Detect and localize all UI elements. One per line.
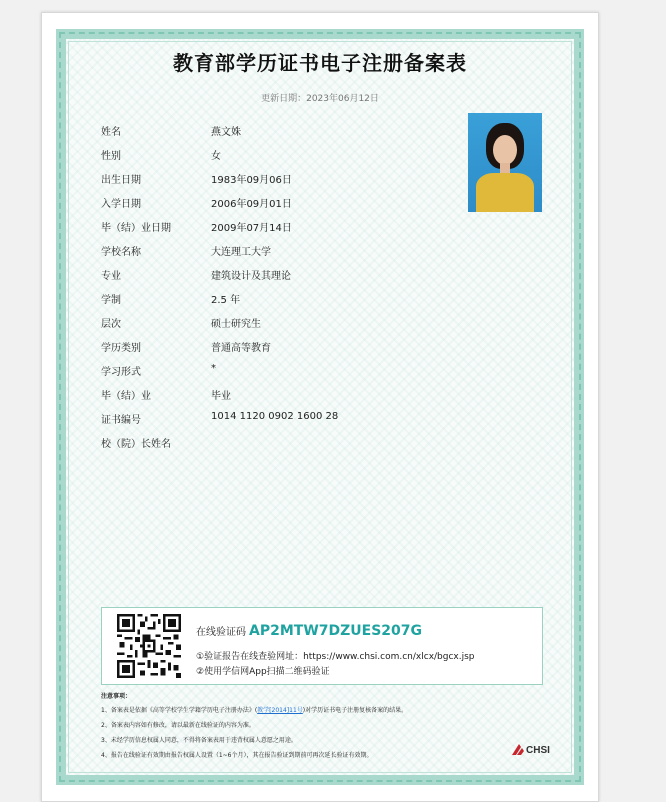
field-value: 大连理工大学 (211, 247, 271, 258)
note-item-3: 3、未经学历信息权属人同意，不得将备案表用于违背权属人意愿之用途。 (101, 737, 297, 744)
chsi-logo-text: CHSI (526, 745, 550, 756)
qr-code-icon[interactable] (117, 614, 181, 678)
document-page (41, 12, 599, 802)
note-item-4: 4、报告在线验证有效期由报告权属人设置（1~6个月），其在报告验证到期前可再次延长验证有效期。 (101, 752, 373, 759)
verification-code-label: 在线验证码 (196, 627, 246, 638)
field-label: 学习形式 (101, 367, 141, 378)
field-value: 女 (211, 151, 221, 162)
field-value: 毕业 (211, 391, 231, 402)
document-title: 教育部学历证书电子注册备案表 (173, 51, 467, 75)
update-date: 更新日期：2023年06月12日 (261, 94, 379, 104)
field-value: 硕士研究生 (211, 319, 261, 330)
verification-app-text: ②使用学信网App扫描二维码验证 (196, 667, 330, 677)
field-label: 专业 (101, 271, 121, 282)
field-value: 1014 1120 0902 1600 28 (211, 411, 339, 422)
field-value: 普通高等教育 (211, 343, 271, 354)
note-item-2: 2、备案表内容如有修改，请以最新在线验证的内容为准。 (101, 722, 255, 729)
field-value: 1983年09月06日 (211, 175, 292, 186)
field-label: 毕（结）业 (101, 391, 151, 402)
field-label: 学制 (101, 295, 121, 306)
field-label: 证书编号 (101, 415, 141, 426)
field-label: 出生日期 (101, 175, 141, 186)
chsi-logo (510, 739, 560, 761)
field-label: 毕（结）业日期 (101, 223, 171, 234)
notes-section (101, 691, 541, 765)
field-label: 校（院）长姓名 (101, 439, 171, 450)
field-label: 层次 (101, 319, 121, 330)
chsi-logo-icon (510, 741, 526, 757)
field-label: 性别 (101, 151, 121, 162)
field-label: 入学日期 (101, 199, 141, 210)
regulation-link[interactable]: 教学[2014]11号 (257, 707, 303, 714)
field-value: 2006年09月01日 (211, 199, 292, 210)
field-value: 2009年07月14日 (211, 223, 292, 234)
online-verification-box (101, 607, 543, 685)
note-text: 1、备案表是依据《高等学校学生学籍学历电子注册办法》( (101, 707, 258, 714)
field-value: 2.5 年 (211, 295, 241, 306)
field-label: 学校名称 (101, 247, 141, 258)
field-value: 燕文姝 (211, 127, 241, 138)
verification-code-row (196, 623, 422, 639)
student-photo (468, 113, 542, 212)
note-item-1 (101, 705, 541, 714)
verification-code[interactable]: AP2MTW7DZUES207G (249, 623, 423, 639)
field-label: 姓名 (101, 127, 121, 138)
field-value: 建筑设计及其理论 (211, 271, 291, 282)
verification-url-text[interactable]: ①验证报告在线查验网址：https://www.chsi.com.cn/xlcx/bgcx.jsp (196, 652, 475, 662)
field-value: * (211, 363, 216, 374)
notes-title: 注意事项： (101, 693, 132, 700)
note-text: )对学历证书电子注册复核备案的结果。 (302, 707, 408, 714)
field-label: 学历类别 (101, 343, 141, 354)
